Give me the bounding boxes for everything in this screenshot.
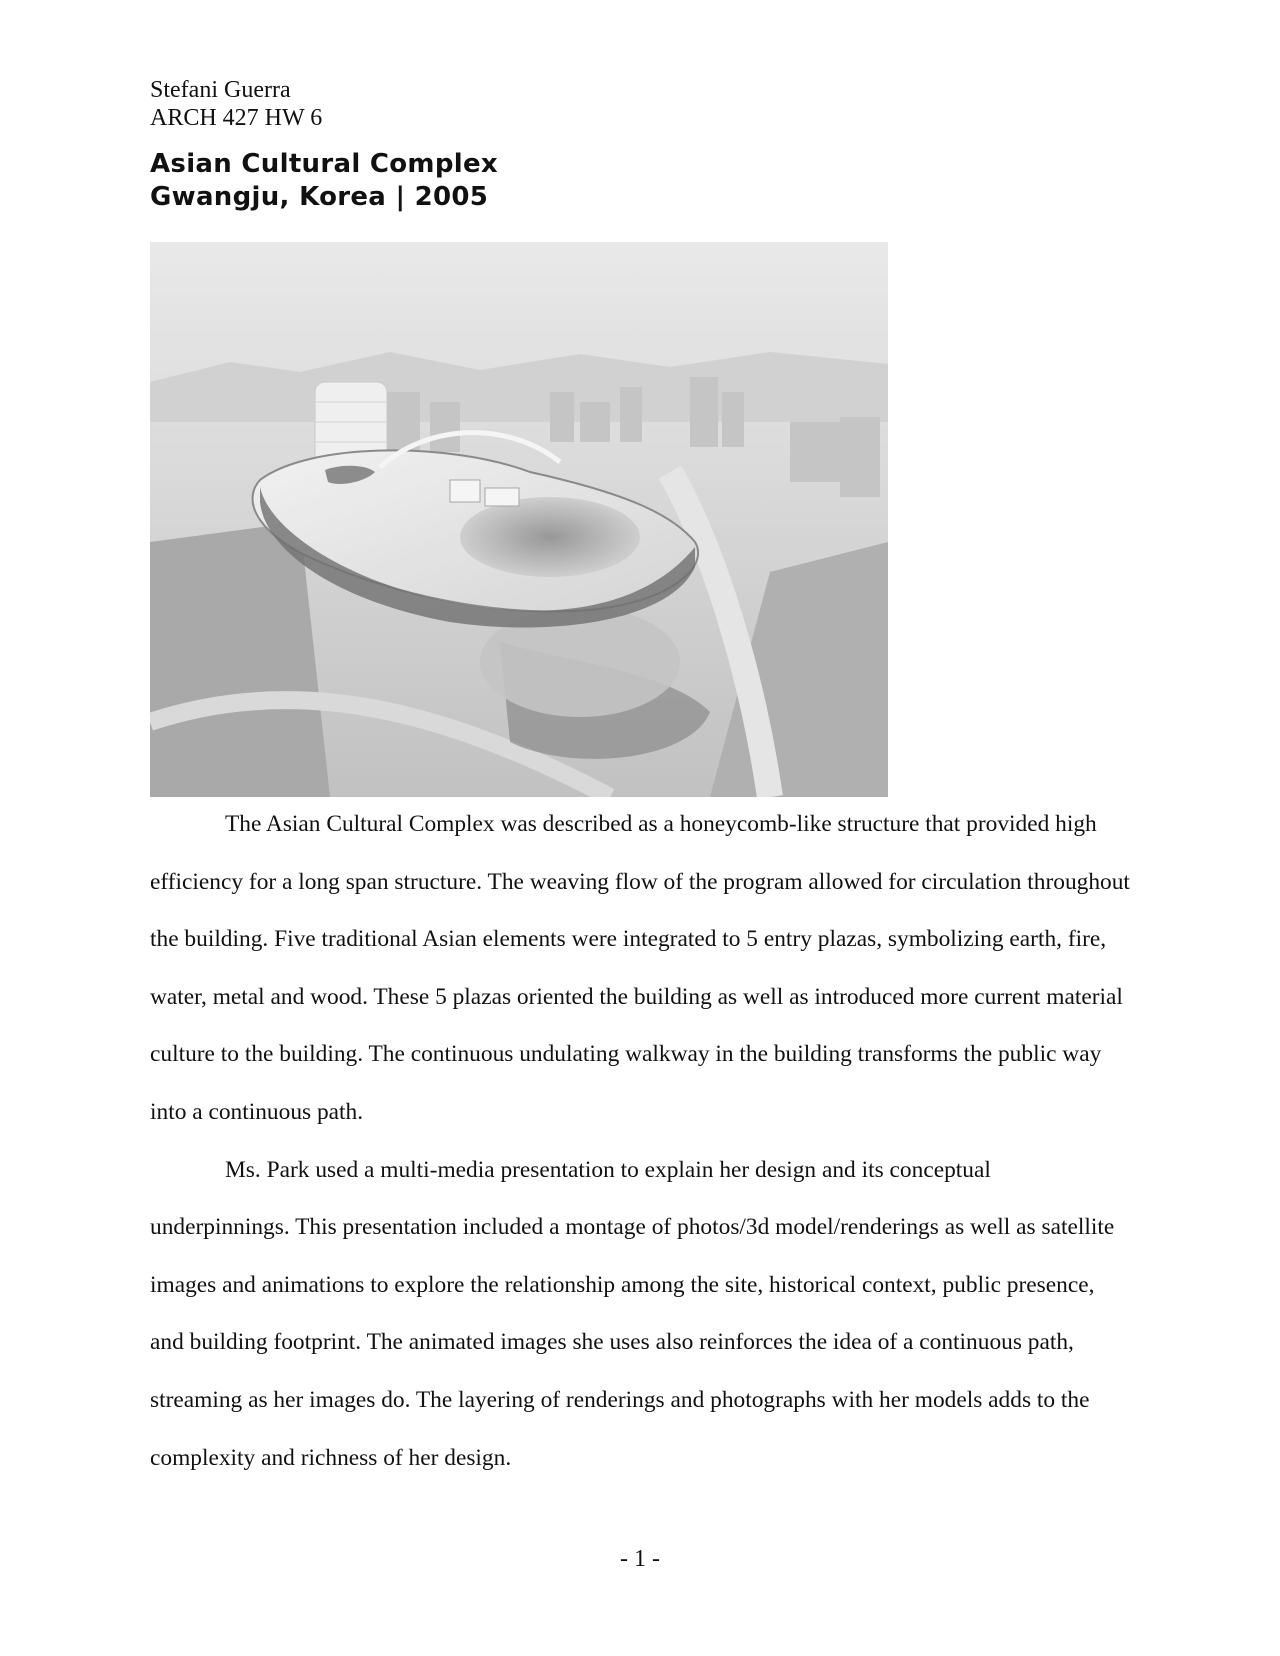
body-text bbox=[150, 796, 1130, 1487]
title-line-project: Asian Cultural Complex bbox=[150, 149, 498, 179]
document-title bbox=[150, 148, 498, 214]
course-label: ARCH 427 HW 6 bbox=[150, 105, 323, 131]
title-line-location-year: Gwangju, Korea | 2005 bbox=[150, 182, 489, 212]
paragraph: The Asian Cultural Complex was described as a honeycomb-like structure that provided high efficiency for a long span structure. The weaving flow of the program allowed for circulation throughout the building. Five traditional Asian elements were integrated to 5 entry plazas, symbolizing earth, fire, water, metal and wood. These 5 plazas oriented the building as well as introduced more current material culture to the building. The continuous undulating walkway in the building transforms the public way into a continuous path. bbox=[150, 811, 1130, 1125]
author-name: Stefani Guerra bbox=[150, 77, 291, 103]
paragraph: Ms. Park used a multi-media presentation to explain her design and its conceptual underpinnings. This presentation included a montage of photos/3d model/renderings as well as satellite images and animations to explore the relationship among the site, historical context, public presence, and building footprint. The animated images she uses also reinforces the idea of a continuous path, streaming as her images do. The layering of renderings and photographs with her models adds to the complexity and richness of her design. bbox=[150, 1156, 1115, 1471]
aerial-rendering-image bbox=[150, 242, 888, 797]
page-number: - 1 - bbox=[620, 1546, 660, 1572]
